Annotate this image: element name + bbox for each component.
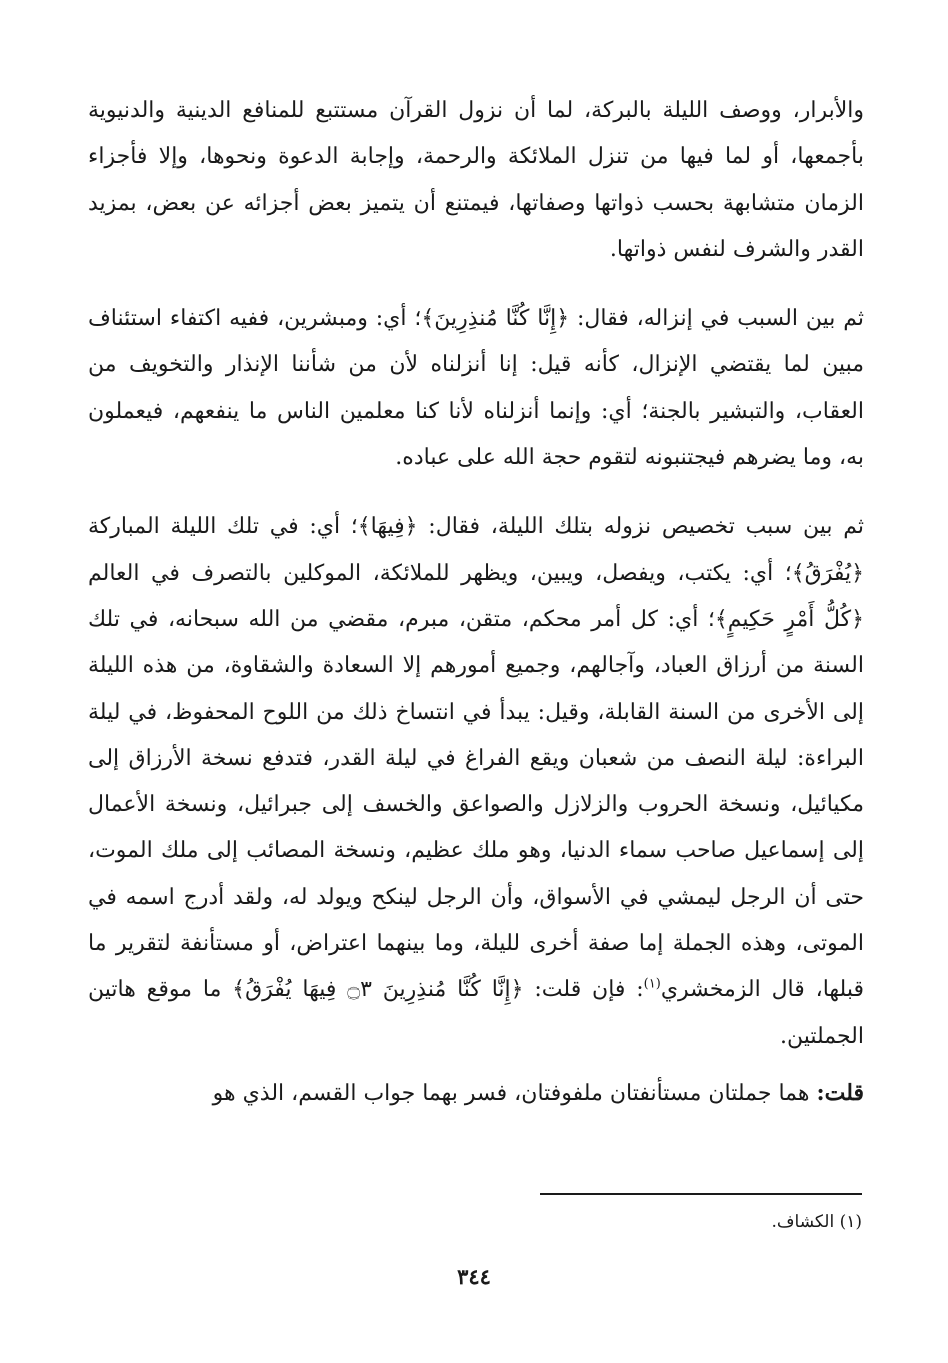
page-number: ٣٤٤ (457, 1264, 491, 1289)
paragraph-gap (88, 481, 864, 504)
footnote: (١) الكشاف. (771, 1212, 862, 1232)
paragraph-3-text: ثم بين سبب تخصيص نزوله بتلك الليلة، فقال: ﴿فِيهَا﴾؛ أي: في تلك الليلة المباركة ﴿يُفْرَقُ﴾؛ أي: يكتب، ويفصل، ويبين، ويظهر للملائكة، الموكلين بالتصرف في العالم ﴿كُلُّ أَمْرٍ حَكِيمٍ﴾؛ أي: كل أمر محكم، متقن، مبرم، مقضي من الله سبحانه، في تلك السنة من أرزاق العباد، وآجالهم، وجميع أمورهم إلا السعادة والشقاوة، من هذه الليلة إلى الأخرى من السنة القابلة، وقيل: يبدأ في انتساخ ذلك من اللوح المحفوظ، في ليلة البراءة: ليلة النصف من شعبان ويقع الفراغ في ليلة القدر، فتدفع نسخة الأرزاق إلى مكيائيل، ونسخة الحروب والزلازل والصواعق والخسف إلى جبرائيل، ونسخة الأعمال إلى إسماعيل صاحب سماء الدنيا، وهو ملك عظيم، ونسخة المصائب إلى ملك الموت، حتى أن الرجل ليمشي في الأسواق، وأن الرجل لينكح ويولد له، ولقد أدرج اسمه في الموتى، وهذه الجملة إما صفة أخرى لليلة، وما بينهما اعتراض، أو مستأنفة لتقرير ما قبلها، قال الزمخشري (88, 514, 864, 1003)
paragraph-3-tail: : فإن قلت: ﴿إِنَّا كُنَّا مُنذِرِينَ ۝٣ فِيهَا يُفْرَقُ﴾ ما موقع هاتين الجملتين. (88, 977, 864, 1049)
paragraph-1 (88, 88, 864, 273)
paragraph-1-text: والأبرار، ووصف الليلة بالبركة، لما أن نزول القرآن مستتبع للمنافع الدينية والدنيوية بأجمعها، أو لما فيها من تنزل الملائكة والرحمة، وإجابة الدعوة ونحوها، وإلا فأجزاء الزمان متشابهة بحسب ذواتها وصفاتها، فيمتنع أن يتميز بعض أجزائه عن بعض، بمزيد القدر والشرف لنفس ذواتها. (88, 98, 864, 262)
main-text (88, 88, 864, 1117)
paragraph-2-text: ثم بين السبب في إنزاله، فقال: ﴿إِنَّا كُنَّا مُنذِرِينَ﴾؛ أي: ومبشرين، ففيه اكتفاء استئناف مبين لما يقتضي الإنزال، كأنه قيل: إنا أنزلناه لأن من شأننا الإنذار والتخويف من العقاب، والتبشير بالجنة؛ أي: وإنما أنزلناه لأنا كنا معلمين الناس ما ينفعهم، فيعملون به، وما يضرهم فيجتنبونه لتقوم حجة الله على عباده. (88, 306, 864, 471)
paragraph-4 (88, 1070, 864, 1117)
footnote-separator (540, 1193, 862, 1195)
paragraph-4-lead: قلت: (816, 1079, 864, 1106)
paragraph-gap (88, 1060, 864, 1070)
paragraph-2 (88, 296, 864, 481)
paragraph-gap (88, 273, 864, 296)
paragraph-4-text: هما جملتان مستأنفتان ملفوفتان، فسر بهما جواب القسم، الذي هو (212, 1080, 817, 1106)
paragraph-3 (88, 504, 864, 1060)
footnote-reference[interactable]: (١) (643, 977, 661, 993)
